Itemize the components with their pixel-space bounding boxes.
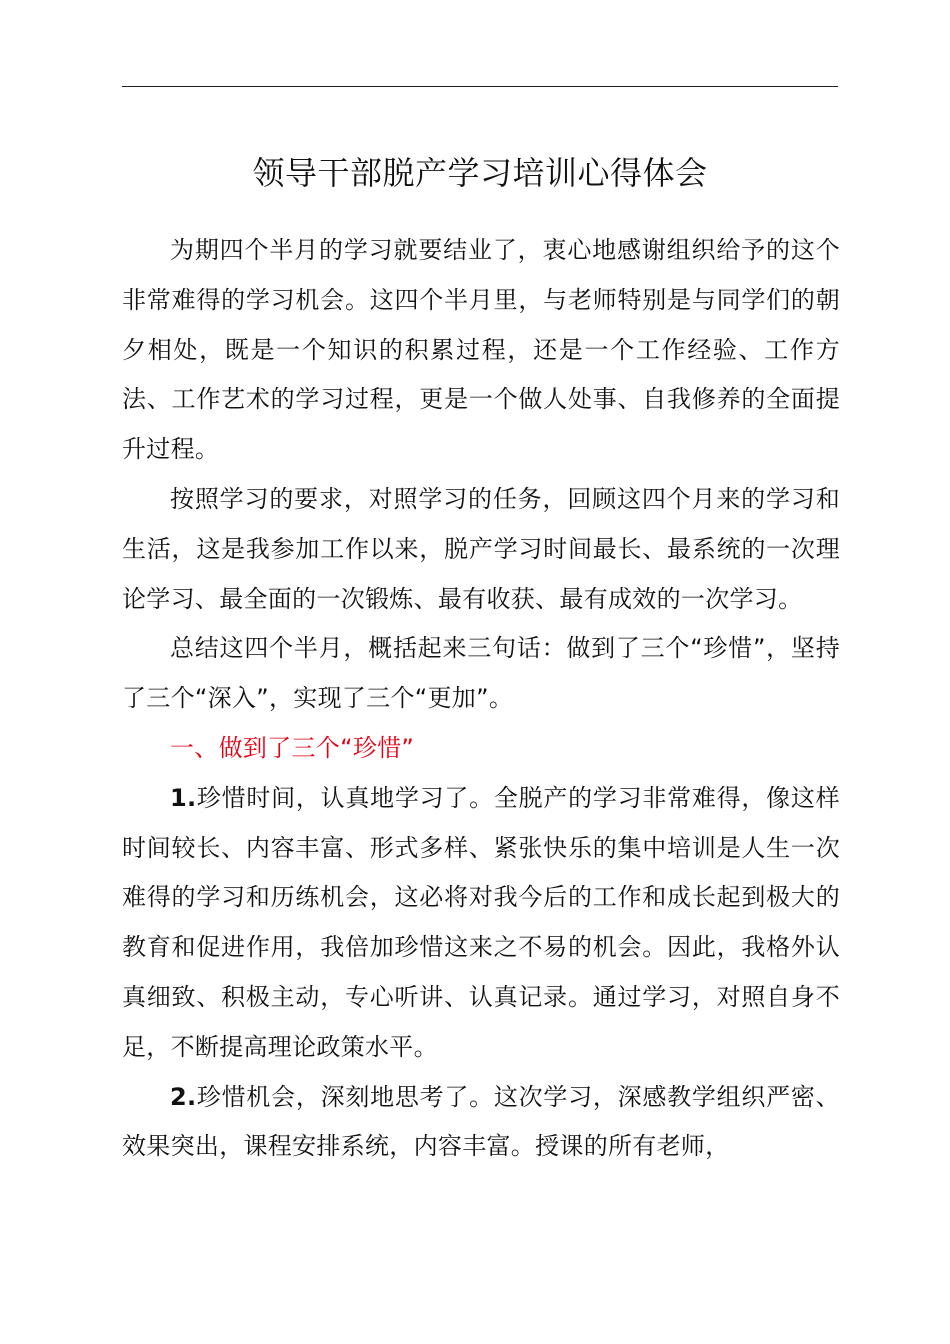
document-body [122,226,840,1172]
paragraph-2: 按照学习的要求，对照学习的任务，回顾这四个月来的学习和生活，这是我参加工作以来，脱产学习时间最长、最系统的一次理论学习、最全面的一次锻炼、最有收获、最有成效的一次学习。 [122,484,840,613]
item-text: 珍惜时间，认真地学习了。全脱产的学习非常难得，像这样时间较长、内容丰富、形式多样、紧张快乐的集中培训是人生一次难得的学习和历练机会，这必将对我今后的工作和成长起到极大的教育和促进作用，我倍加珍惜这来之不易的机会。因此，我格外认真细致、积极主动，专心听讲、认真记录。通过学习，对照自身不足，不断提高理论政策水平。 [122,783,840,1061]
numbered-item-1 [122,774,840,1073]
document-title: 领导干部脱产学习培训心得体会 [252,154,708,192]
numbered-item-2 [122,1073,840,1173]
item-text: 珍惜机会，深刻地思考了。这次学习，深感教学组织严密、效果突出，课程安排系统，内容丰富。授课的所有老师， [122,1082,840,1161]
item-number: 1. [170,783,197,812]
section-heading: 一、做到了三个“珍惜” [170,733,415,762]
header-rule [122,86,838,87]
item-number: 2. [170,1082,197,1111]
paragraph-3: 总结这四个半月，概括起来三句话：做到了三个“珍惜”，坚持了三个“深入”，实现了三个“更加”。 [122,634,840,713]
paragraph-1: 为期四个半月的学习就要结业了，衷心地感谢组织给予的这个非常难得的学习机会。这四个半月里，与老师特别是与同学们的朝夕相处，既是一个知识的积累过程，还是一个工作经验、工作方法、工作艺术的学习过程，更是一个做人处事、自我修养的全面提升过程。 [122,236,840,464]
